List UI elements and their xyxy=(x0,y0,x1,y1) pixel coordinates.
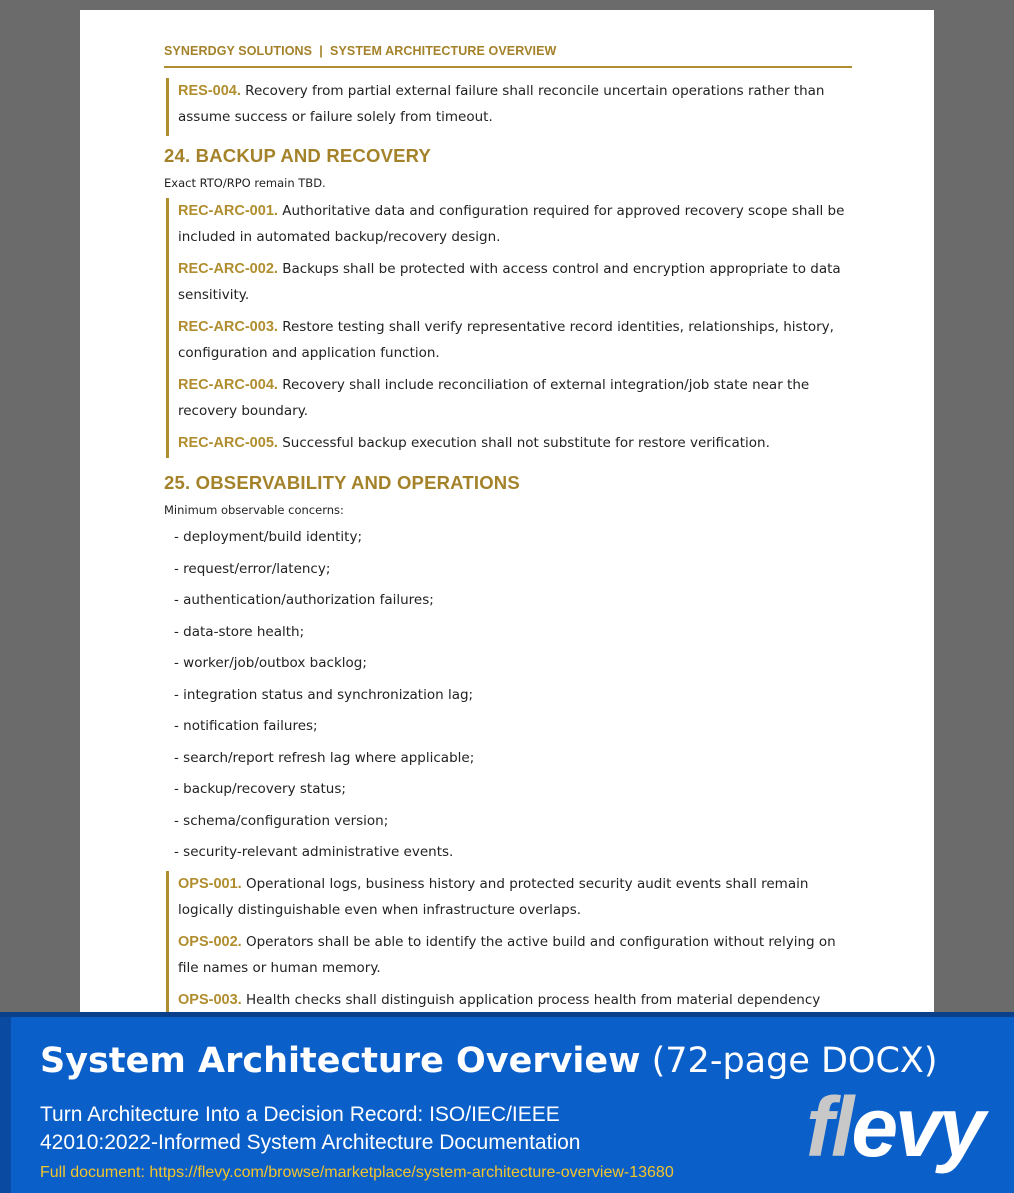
list-item: - schema/configuration version; xyxy=(174,812,389,829)
list-item: - authentication/authorization failures; xyxy=(174,592,434,608)
requirement-text: Backups shall be protected with access control and encryption appropriate to data sensitivity. xyxy=(178,261,841,303)
requirement-id: REC-ARC-004. xyxy=(178,377,278,393)
logo-text-white: evy xyxy=(851,1080,983,1174)
requirement-id: OPS-001. xyxy=(178,876,242,892)
banner-title-suffix: (72-page DOCX) xyxy=(640,1041,938,1081)
list-item: - worker/job/outbox backlog; xyxy=(174,655,367,671)
requirement-text: Successful backup execution shall not substitute for restore verification. xyxy=(282,435,770,451)
requirement-ops-001 xyxy=(178,871,850,923)
list-item: - security-relevant administrative events. xyxy=(174,844,454,860)
section-heading-25: 25. OBSERVABILITY AND OPERATIONS xyxy=(164,472,520,493)
banner-title xyxy=(40,1041,938,1081)
running-header: SYNERDGY SOLUTIONS | SYSTEM ARCHITECTURE OVERVIEW xyxy=(164,44,852,68)
requirement-rec-arc-005 xyxy=(178,430,850,456)
requirement-id: REC-ARC-002. xyxy=(178,261,278,277)
requirement-text: Authoritative data and configuration required for approved recovery scope shall be included in automated backup/recovery design. xyxy=(178,203,845,245)
requirement-block-ops xyxy=(166,871,850,1021)
requirement-id: REC-ARC-001. xyxy=(178,203,278,219)
requirement-res-004 xyxy=(178,78,850,130)
requirement-id: REC-ARC-005. xyxy=(178,435,278,451)
requirement-text: Operational logs, business history and protected security audit events shall remain logically distinguishable even when infrastructure overlaps. xyxy=(178,876,809,918)
section-heading-24: 24. BACKUP AND RECOVERY xyxy=(164,145,432,166)
section-24-note: Exact RTO/RPO remain TBD. xyxy=(164,176,326,190)
observable-concerns-list xyxy=(174,524,474,871)
requirement-text: Restore testing shall verify representative record identities, relationships, history, configuration and application function. xyxy=(178,319,834,361)
promo-banner xyxy=(0,1012,1014,1193)
requirement-text: Recovery from partial external failure shall reconcile uncertain operations rather than assume success or failure solely from timeout. xyxy=(178,83,825,125)
requirement-id: REC-ARC-003. xyxy=(178,319,278,335)
list-item: - integration status and synchronization lag; xyxy=(174,686,474,703)
document-page xyxy=(80,10,934,1020)
list-item: - data-store health; xyxy=(174,623,305,640)
banner-subtitle: Turn Architecture Into a Decision Record: ISO/IEC/IEEE 42010:2022-Informed System Architecture Documentation xyxy=(40,1103,581,1154)
requirement-ops-002 xyxy=(178,929,850,981)
requirement-ops-003 xyxy=(178,987,850,1013)
list-item: - request/error/latency; xyxy=(174,560,331,577)
requirement-text: Recovery shall include reconciliation of external integration/job state near the recovery boundary. xyxy=(178,377,810,419)
requirement-rec-arc-004 xyxy=(178,372,850,424)
list-item: - deployment/build identity; xyxy=(174,529,363,545)
requirement-rec-arc-002 xyxy=(178,256,850,308)
banner-edge xyxy=(0,1017,11,1193)
logo-text-gray: fl xyxy=(806,1080,852,1174)
requirement-id: OPS-002. xyxy=(178,934,242,950)
banner-title-main: System Architecture Overview xyxy=(40,1041,641,1081)
list-item: - notification failures; xyxy=(174,718,318,734)
requirement-text: Operators shall be able to identify the active build and configuration without relying on file names or human memory. xyxy=(178,934,836,976)
requirement-block-res xyxy=(166,78,850,136)
section-25-note: Minimum observable concerns: xyxy=(164,503,344,517)
requirement-rec-arc-001 xyxy=(178,198,850,250)
requirement-id: RES-004. xyxy=(178,83,241,99)
requirement-text: Health checks shall distinguish application process health from material dependency xyxy=(245,992,821,1008)
document-link[interactable]: Full document: https://flevy.com/browse/marketplace/system-architecture-overview-13680 xyxy=(40,1164,674,1181)
flevy-logo xyxy=(806,1080,983,1174)
requirement-rec-arc-003 xyxy=(178,314,850,366)
list-item: - search/report refresh lag where applicable; xyxy=(174,749,475,766)
list-item: - backup/recovery status; xyxy=(174,781,346,797)
requirement-block-rec xyxy=(166,198,850,458)
requirement-id: OPS-003. xyxy=(178,992,242,1008)
